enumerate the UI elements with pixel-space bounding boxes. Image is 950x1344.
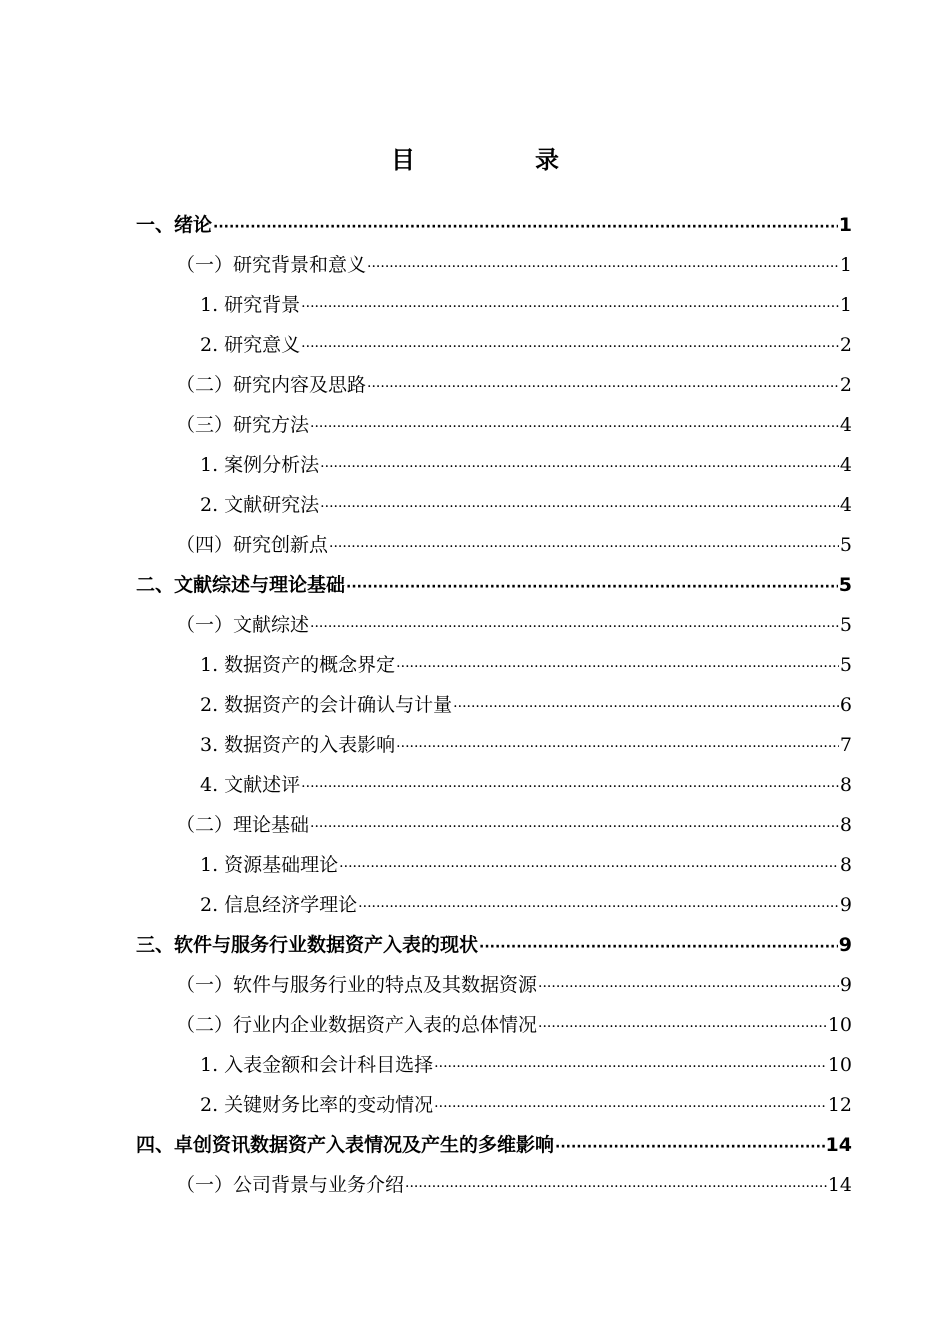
- toc-dot-leader: [320, 447, 839, 485]
- toc-entry-level-3[interactable]: [136, 645, 852, 685]
- toc-dot-leader: [396, 647, 839, 685]
- toc-entry-label: （四）研究创新点: [176, 534, 329, 556]
- toc-dot-leader: [329, 527, 839, 565]
- toc-page-number: 14: [825, 1134, 852, 1156]
- toc-dot-leader: [367, 247, 839, 285]
- toc-entry-label: 2. 研究意义: [200, 334, 301, 356]
- toc-dot-leader: [434, 1047, 827, 1085]
- toc-entry-level-3[interactable]: [136, 725, 852, 765]
- toc-page-number: 4: [839, 454, 852, 476]
- toc-entry-label: 1. 案例分析法: [200, 454, 320, 476]
- toc-page-number: 1: [839, 294, 852, 316]
- toc-entry-label: 一、绪论: [136, 214, 213, 236]
- toc-page-number: 2: [839, 374, 852, 396]
- toc-entry-level-3[interactable]: [136, 445, 852, 485]
- toc-page-number: 1: [839, 254, 852, 276]
- toc-entry-label: （二）行业内企业数据资产入表的总体情况: [176, 1014, 538, 1036]
- toc-page-number: 1: [838, 214, 852, 236]
- toc-dot-leader: [538, 967, 839, 1005]
- toc-dot-leader: [301, 327, 839, 365]
- toc-entry-label: （一）研究背景和意义: [176, 254, 367, 276]
- toc-entry-label: 2. 关键财务比率的变动情况: [200, 1094, 434, 1116]
- toc-dot-leader: [434, 1087, 827, 1125]
- toc-page-number: 10: [827, 1054, 852, 1076]
- toc-page-number: 12: [827, 1094, 852, 1116]
- toc-entry-label: 1. 资源基础理论: [200, 854, 339, 876]
- toc-entry-level-3[interactable]: [136, 1045, 852, 1085]
- toc-entry-label: 1. 数据资产的概念界定: [200, 654, 396, 676]
- toc-entry-level-3[interactable]: [136, 685, 852, 725]
- toc-entry-level-3[interactable]: [136, 885, 852, 925]
- toc-page-number: 5: [838, 574, 852, 596]
- toc-dot-leader: [310, 407, 839, 445]
- toc-entry-label: （一）文献综述: [176, 614, 310, 636]
- toc-entry-level-2[interactable]: [136, 605, 852, 645]
- toc-page-number: 10: [827, 1014, 852, 1036]
- toc-dot-leader: [310, 607, 839, 645]
- toc-page-number: 5: [839, 614, 852, 636]
- toc-dot-leader: [213, 207, 838, 245]
- toc-page-number: 9: [838, 934, 852, 956]
- toc-dot-leader: [367, 367, 839, 405]
- toc-dot-leader: [320, 487, 839, 525]
- toc-entry-level-3[interactable]: [136, 325, 852, 365]
- toc-entry-label: （二）理论基础: [176, 814, 310, 836]
- toc-page-number: 9: [839, 974, 852, 996]
- toc-dot-leader: [555, 1127, 825, 1165]
- toc-entry-level-2[interactable]: [136, 525, 852, 565]
- toc-dot-leader: [339, 847, 839, 885]
- toc-page-number: 5: [839, 534, 852, 556]
- toc-entry-level-2[interactable]: [136, 1005, 852, 1045]
- table-of-contents: [136, 205, 852, 1205]
- toc-page-number: 9: [839, 894, 852, 916]
- toc-entry-level-1[interactable]: [136, 205, 852, 245]
- toc-dot-leader: [538, 1007, 827, 1045]
- toc-dot-leader: [453, 687, 839, 725]
- toc-entry-level-2[interactable]: [136, 805, 852, 845]
- toc-page-number: 8: [839, 854, 852, 876]
- toc-entry-label: 1. 研究背景: [200, 294, 301, 316]
- toc-dot-leader: [405, 1167, 827, 1205]
- toc-entry-label: 四、卓创资讯数据资产入表情况及产生的多维影响: [136, 1134, 555, 1156]
- toc-entry-label: （一）软件与服务行业的特点及其数据资源: [176, 974, 538, 996]
- toc-entry-label: 2. 数据资产的会计确认与计量: [200, 694, 453, 716]
- toc-page-number: 14: [827, 1174, 852, 1196]
- toc-dot-leader: [358, 887, 839, 925]
- toc-entry-label: 3. 数据资产的入表影响: [200, 734, 396, 756]
- toc-dot-leader: [301, 767, 839, 805]
- toc-dot-leader: [310, 807, 839, 845]
- toc-entry-level-2[interactable]: [136, 965, 852, 1005]
- toc-page-number: 2: [839, 334, 852, 356]
- toc-entry-label: 2. 文献研究法: [200, 494, 320, 516]
- toc-entry-label: （二）研究内容及思路: [176, 374, 367, 396]
- toc-entry-level-2[interactable]: [136, 1165, 852, 1205]
- toc-entry-level-3[interactable]: [136, 765, 852, 805]
- toc-entry-level-3[interactable]: [136, 285, 852, 325]
- toc-entry-label: （一）公司背景与业务介绍: [176, 1174, 405, 1196]
- toc-page-number: 6: [839, 694, 852, 716]
- toc-page-number: 5: [839, 654, 852, 676]
- toc-page-number: 4: [839, 494, 852, 516]
- toc-entry-level-2[interactable]: [136, 365, 852, 405]
- page-title: 目 录: [391, 146, 607, 174]
- toc-entry-label: 2. 信息经济学理论: [200, 894, 358, 916]
- toc-page-number: 8: [839, 774, 852, 796]
- toc-entry-label: （三）研究方法: [176, 414, 310, 436]
- toc-entry-level-2[interactable]: [136, 405, 852, 445]
- toc-entry-label: 1. 入表金额和会计科目选择: [200, 1054, 434, 1076]
- toc-entry-level-3[interactable]: [136, 485, 852, 525]
- toc-entry-level-2[interactable]: [136, 245, 852, 285]
- toc-dot-leader: [396, 727, 839, 765]
- toc-dot-leader: [346, 567, 838, 605]
- toc-entry-level-1[interactable]: [136, 925, 852, 965]
- toc-entry-label: 4. 文献述评: [200, 774, 301, 796]
- toc-entry-label: 三、软件与服务行业数据资产入表的现状: [136, 934, 479, 956]
- toc-entry-level-1[interactable]: [136, 565, 852, 605]
- toc-page-number: 8: [839, 814, 852, 836]
- toc-entry-label: 二、文献综述与理论基础: [136, 574, 346, 596]
- toc-page-number: 7: [839, 734, 852, 756]
- toc-page-number: 4: [839, 414, 852, 436]
- toc-entry-level-3[interactable]: [136, 845, 852, 885]
- toc-dot-leader: [301, 287, 839, 325]
- toc-dot-leader: [479, 927, 838, 965]
- toc-entry-level-3[interactable]: [136, 1085, 852, 1125]
- toc-entry-level-1[interactable]: [136, 1125, 852, 1165]
